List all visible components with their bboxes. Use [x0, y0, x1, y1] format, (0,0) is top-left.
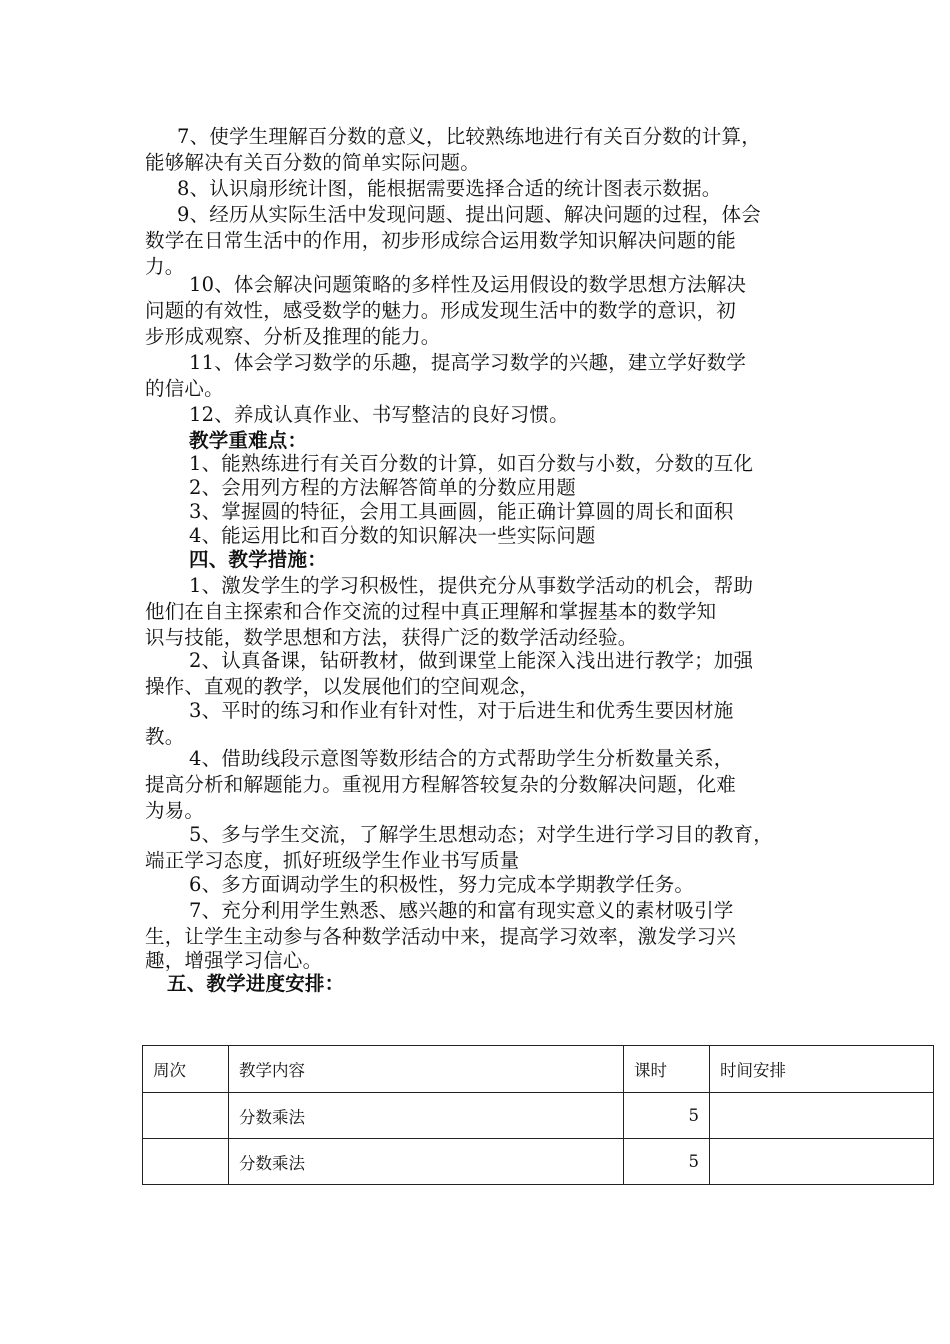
objective-10-line-1: 10、体会解决问题策略的多样性及运用假设的数学思想方法解决	[189, 273, 747, 296]
objective-9-line-2: 数学在日常生活中的作用，初步形成综合运用数学知识解决问题的能	[145, 229, 737, 252]
key-points-heading: 教学重难点：	[189, 429, 308, 452]
measure-2-line-1: 2、认真备课，钻研教材，做到课堂上能深入浅出进行教学；加强	[189, 649, 754, 672]
measure-5-line-2: 端正学习态度，抓好班级学生作业书写质量	[145, 849, 520, 872]
objective-7-line-1: 7、使学生理解百分数的意义，比较熟练地进行有关百分数的计算，	[177, 125, 761, 148]
measure-4-line-3: 为易。	[145, 799, 205, 822]
cell-time	[710, 1093, 934, 1139]
cell-hours: 5	[624, 1093, 710, 1139]
table-header-row	[143, 1046, 934, 1093]
objective-7-line-2: 能够解决有关百分数的简单实际问题。	[145, 151, 480, 174]
measure-7-line-2: 生，让学生主动参与各种数学活动中来，提高学习效率，激发学习兴	[145, 925, 737, 948]
cell-content: 分数乘法	[229, 1139, 624, 1185]
measures-heading: 四、教学措施：	[189, 548, 327, 571]
table-row	[143, 1093, 934, 1139]
key-point-3: 3、掌握圆的特征，会用工具画圆，能正确计算圆的周长和面积	[189, 500, 734, 523]
header-content: 教学内容	[229, 1046, 624, 1093]
key-point-2: 2、会用列方程的方法解答简单的分数应用题	[189, 476, 576, 499]
header-week: 周次	[143, 1046, 229, 1093]
objective-9-line-1: 9、经历从实际生活中发现问题、提出问题、解决问题的过程，体会	[177, 203, 761, 226]
objective-8: 8、认识扇形统计图，能根据需要选择合适的统计图表示数据。	[177, 177, 722, 200]
measure-3-line-2: 教。	[145, 725, 185, 748]
measure-4-line-2: 提高分析和解题能力。重视用方程解答较复杂的分数解决问题，化难	[145, 773, 737, 796]
cell-time	[710, 1139, 934, 1185]
header-time: 时间安排	[710, 1046, 934, 1093]
header-hours: 课时	[624, 1046, 710, 1093]
objective-12: 12、养成认真作业、书写整洁的良好习惯。	[189, 403, 569, 426]
key-point-1: 1、能熟练进行有关百分数的计算，如百分数与小数，分数的互化	[189, 452, 754, 475]
table-row	[143, 1139, 934, 1185]
objective-11-line-2: 的信心。	[145, 377, 224, 400]
cell-week	[143, 1139, 229, 1185]
cell-content: 分数乘法	[229, 1093, 624, 1139]
measure-3-line-1: 3、平时的练习和作业有针对性，对于后进生和优秀生要因材施	[189, 699, 734, 722]
schedule-heading: 五、教学进度安排：	[167, 972, 345, 995]
measure-1-line-1: 1、激发学生的学习积极性，提供充分从事数学活动的机会，帮助	[189, 574, 754, 597]
measure-7-line-3: 趣，增强学习信心。	[145, 949, 323, 972]
measure-7-line-1: 7、充分利用学生熟悉、感兴趣的和富有现实意义的素材吸引学	[189, 899, 734, 922]
measure-2-line-2: 操作、直观的教学，以发展他们的空间观念，	[145, 675, 540, 698]
measure-6: 6、多方面调动学生的积极性，努力完成本学期教学任务。	[189, 873, 695, 896]
measure-1-line-3: 识与技能，数学思想和方法，获得广泛的数学活动经验。	[145, 626, 638, 649]
objective-9-line-3: 力。	[145, 255, 185, 278]
objective-10-line-3: 步形成观察、分析及推理的能力。	[145, 325, 441, 348]
cell-hours: 5	[624, 1139, 710, 1185]
measure-4-line-1: 4、借助线段示意图等数形结合的方式帮助学生分析数量关系，	[189, 747, 734, 770]
key-point-4: 4、能运用比和百分数的知识解决一些实际问题	[189, 524, 596, 547]
objective-11-line-1: 11、体会学习数学的乐趣，提高学习数学的兴趣，建立学好数学	[189, 351, 747, 374]
objective-10-line-2: 问题的有效性，感受数学的魅力。形成发现生活中的数学的意识，初	[145, 299, 737, 322]
cell-week	[143, 1093, 229, 1139]
measure-1-line-2: 他们在自主探索和合作交流的过程中真正理解和掌握基本的数学知	[145, 600, 717, 623]
schedule-table	[142, 1045, 934, 1185]
measure-5-line-1: 5、多与学生交流，了解学生思想动态；对学生进行学习目的教育，	[189, 823, 773, 846]
